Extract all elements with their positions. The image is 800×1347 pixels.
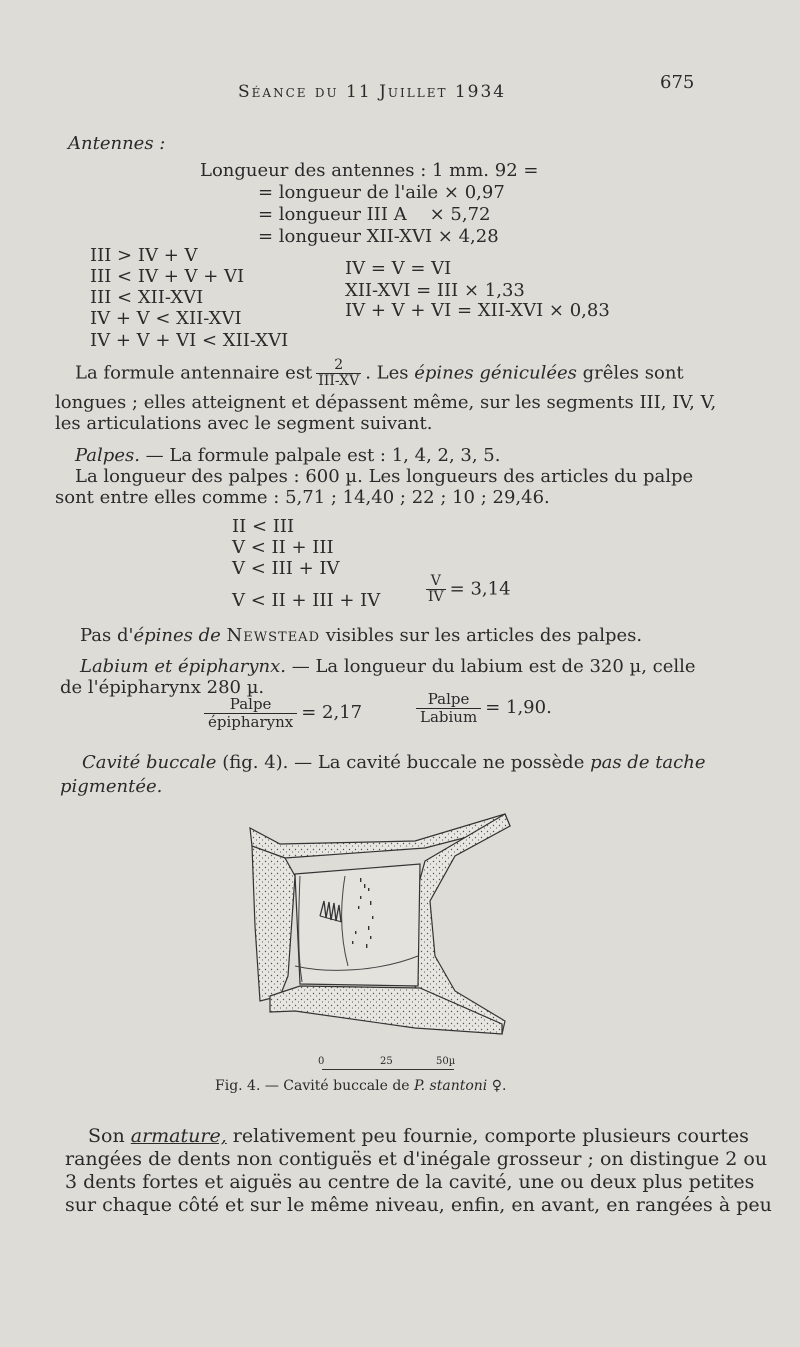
caption-sex: ♀. xyxy=(491,1078,507,1094)
armature-prefix: Son xyxy=(88,1125,125,1147)
ratio2-numerator: Palpe xyxy=(416,691,481,709)
ratio-numerator: V xyxy=(426,574,446,590)
antennes-equality-3: IV + V + VI = XII-XVI × 0,83 xyxy=(345,300,610,321)
palpes-ratio xyxy=(422,574,511,605)
ratio2-value: = 1,90. xyxy=(485,697,552,718)
antennes-formula-line xyxy=(75,358,684,389)
armature-line-4: sur chaque côté et sur le même niveau, enfin, en avant, en rangées à peu xyxy=(65,1194,772,1216)
armature-line-1 xyxy=(88,1125,749,1147)
palpes-inequality-2: V < II + III xyxy=(232,537,334,558)
page-number: 675 xyxy=(660,72,695,93)
cavite-line-2: pigmentée. xyxy=(60,776,163,797)
antennal-formula-fraction xyxy=(316,358,361,389)
palpes-line-2: La longueur des palpes : 600 µ. Les longueurs des articles du palpe xyxy=(75,466,694,487)
ratio1-fraction xyxy=(204,696,297,731)
pas-post: visibles sur les articles des palpes. xyxy=(325,625,643,646)
antennes-paragraph-line-2: longues ; elles atteignent et dépassent même, sur les segments III, IV, V, xyxy=(55,392,717,413)
cavite-line-1 xyxy=(82,752,706,773)
labium-line-1 xyxy=(80,656,696,677)
labium-line-2: de l'épipharynx 280 µ. xyxy=(60,677,265,698)
pas-italic: épines de xyxy=(133,625,221,646)
antennes-inequality-1: III > IV + V xyxy=(90,245,198,266)
armature-line-3: 3 dents fortes et aiguës au centre de la cavité, une ou deux plus petites xyxy=(65,1171,755,1193)
labium-text: — La longueur du labium est de 320 µ, celle xyxy=(291,656,696,677)
ratio2-fraction xyxy=(416,691,481,726)
palpes-formula: — La formule palpale est : 1, 4, 2, 3, 5. xyxy=(145,445,501,466)
newstead-line xyxy=(80,625,642,646)
antennes-inequality-4: IV + V < XII-XVI xyxy=(90,308,242,329)
antennes-length-line-3: = longueur III A × 5,72 xyxy=(258,204,491,225)
labium-ratio-1 xyxy=(200,696,362,731)
antennes-length-line-4: = longueur XII-XVI × 4,28 xyxy=(258,226,499,247)
fraction-numerator: 2 xyxy=(316,358,361,374)
figure-caption xyxy=(215,1078,506,1094)
ratio1-denominator: épipharynx xyxy=(208,713,294,731)
antennes-inequality-2: III < IV + V + VI xyxy=(90,266,245,287)
palpes-line-3: sont entre elles comme : 5,71 ; 14,40 ; 22 ; 10 ; 29,46. xyxy=(55,487,550,508)
figure-4-buccal-cavity-drawing xyxy=(240,806,530,1046)
formula-prefix: La formule antennaire est xyxy=(75,362,313,384)
epines-geniculees: épines géniculées xyxy=(414,362,577,384)
antennes-length-line-1: Longueur des antennes : 1 mm. 92 = xyxy=(200,160,539,181)
ratio1-numerator: Palpe xyxy=(204,696,297,714)
antennes-equality-2: XII-XVI = III × 1,33 xyxy=(345,280,525,301)
labium-heading: Labium et épipharynx. xyxy=(80,656,286,677)
scale-label-25: 25 xyxy=(380,1056,393,1067)
ratio-value: = 3,14 xyxy=(449,578,511,600)
caption-prefix: Fig. 4. — Cavité buccale de xyxy=(215,1078,410,1094)
pas-prefix: Pas d' xyxy=(80,625,134,646)
palpes-inequality-3: V < III + IV xyxy=(232,558,340,579)
running-header: Séance du 11 Juillet 1934 xyxy=(238,82,507,102)
fraction-denominator: III-XV xyxy=(318,373,360,389)
palpes-heading: Palpes. xyxy=(75,445,140,466)
antennes-length-line-2: = longueur de l'aile × 0,97 xyxy=(258,182,505,203)
antennes-equality-1: IV = V = VI xyxy=(345,258,452,279)
cavite-heading: Cavité buccale xyxy=(82,752,217,773)
antennes-inequality-5: IV + V + VI < XII-XVI xyxy=(90,330,289,351)
scale-label-50: 50µ xyxy=(436,1056,456,1067)
scale-label-0: 0 xyxy=(318,1056,325,1067)
ratio2-denominator: Labium xyxy=(420,708,478,726)
formula-end: grêles sont xyxy=(582,362,684,384)
ratio-denominator: IV xyxy=(428,589,444,605)
formula-post: . Les xyxy=(365,362,409,384)
newstead-name: Newstead xyxy=(226,625,320,646)
ratio-fraction xyxy=(426,574,446,605)
armature-line-2: rangées de dents non contiguës et d'inégale grosseur ; on distingue 2 ou xyxy=(65,1148,768,1170)
palpes-inequality-1: II < III xyxy=(232,516,295,537)
cavite-text: (fig. 4). — La cavité buccale ne possède xyxy=(222,752,585,773)
palpes-inequality-4: V < II + III + IV xyxy=(232,590,381,611)
armature-rest: relativement peu fournie, comporte plusieurs courtes xyxy=(232,1125,749,1147)
scale-bar xyxy=(318,1056,458,1078)
cavite-italic: pas de tache xyxy=(590,752,706,773)
antennes-heading: Antennes : xyxy=(68,133,166,154)
ratio1-value: = 2,17 xyxy=(301,702,363,723)
labium-ratio-2 xyxy=(412,691,552,726)
caption-species: P. stantoni xyxy=(414,1078,488,1094)
armature-italic: armature, xyxy=(130,1125,227,1147)
antennes-inequality-3: III < XII-XVI xyxy=(90,287,204,308)
scale-bar-line xyxy=(322,1069,454,1070)
antennes-paragraph-line-3: les articulations avec le segment suivant. xyxy=(55,413,433,434)
palpes-line-1 xyxy=(75,445,500,466)
